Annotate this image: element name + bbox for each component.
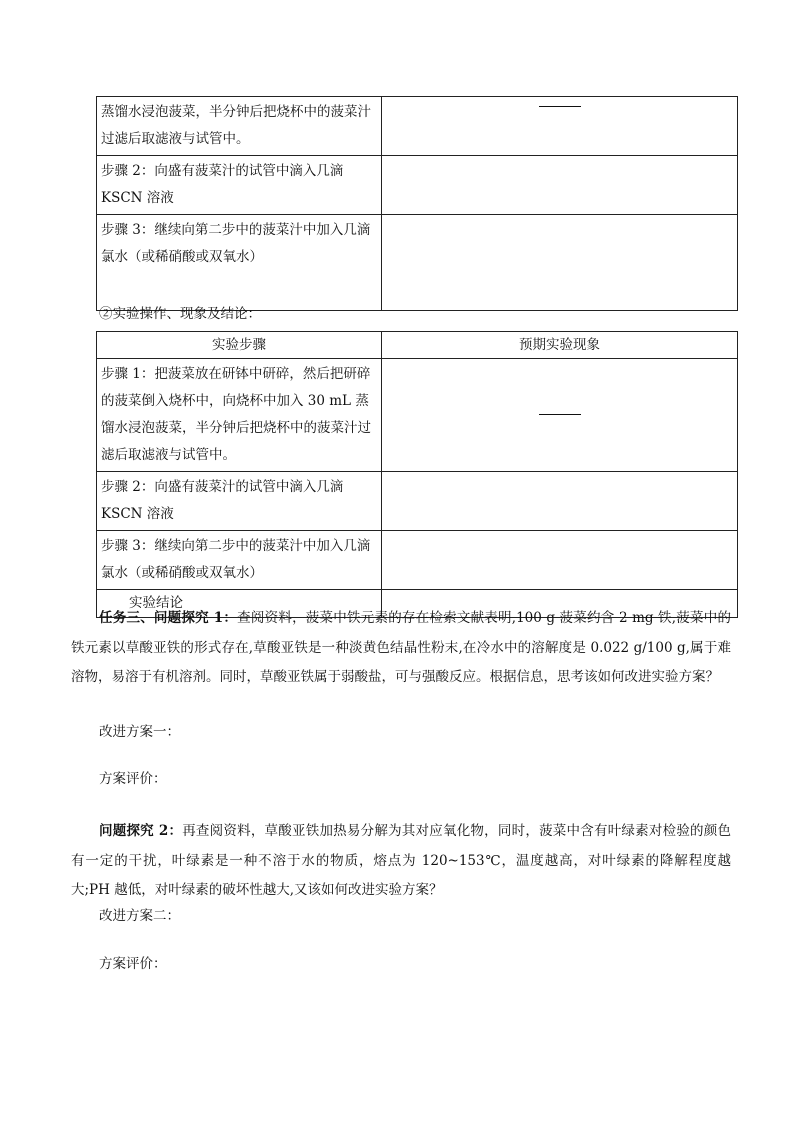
step-cell: 步骤 1：把菠菜放在研钵中研碎，然后把研碎的菠菜倒入烧杯中，向烧杯中加入 30 mL 蒸馏水浸泡菠菜，半分钟后把烧杯中的菠菜汁过滤后取滤液与试管中。 bbox=[97, 359, 382, 472]
q2-body: 再查阅资料，草酸亚铁加热易分解为其对应氧化物，同时，菠菜中含有叶绿素对检验的颜色有一定的干扰，叶绿素是一种不溶于水的物质，熔点为 120~153℃，温度越高，对叶绿素的降解程度越大;PH 越低，对叶绿素的破坏性越大,又该如何改进实验方案？ bbox=[71, 823, 732, 898]
result-cell bbox=[382, 97, 738, 156]
section-label: ②实验操作、现象及结论： bbox=[99, 306, 261, 322]
task3-paragraph bbox=[71, 604, 731, 693]
result-cell bbox=[382, 156, 738, 215]
result-cell bbox=[382, 359, 738, 472]
step-cell: 步骤 2：向盛有菠菜汁的试管中滴入几滴 KSCN 溶液 bbox=[97, 156, 382, 215]
task3-body: 查阅资料，菠菜中铁元素的存在检索文献表明,100 g 菠菜约含 2 mg 铁,菠菜中的铁元素以草酸亚铁的形式存在,草酸亚铁是一种淡黄色结晶性粉末,在冷水中的溶解度是 0.022 g/100 g,属于难溶物，易溶于有机溶剂。同时，草酸亚铁属于弱酸盐，可与强酸反应。根据信息，思考该如何改进实验方案？ bbox=[71, 610, 731, 685]
dash-mark bbox=[539, 414, 581, 415]
q2-title: 问题探究 2： bbox=[99, 823, 183, 839]
step-cell: 步骤 2：向盛有菠菜汁的试管中滴入几滴 KSCN 溶液 bbox=[97, 472, 382, 531]
table-row bbox=[97, 472, 738, 531]
plan2-label: 改进方案二： bbox=[99, 908, 180, 924]
table-header-row bbox=[97, 332, 738, 359]
experiment-table-2 bbox=[96, 331, 738, 618]
table-row bbox=[97, 359, 738, 472]
table-row bbox=[97, 156, 738, 215]
result-cell bbox=[382, 472, 738, 531]
conclusion-label: 实验结论 bbox=[97, 590, 382, 618]
column-header: 预期实验现象 bbox=[382, 332, 738, 359]
table-row bbox=[97, 97, 738, 156]
eval2-label: 方案评价： bbox=[99, 956, 167, 972]
experiment-table-1 bbox=[96, 96, 738, 311]
step-cell: 步骤 3：继续向第二步中的菠菜汁中加入几滴氯水（或稀硝酸或双氧水） bbox=[97, 531, 382, 590]
column-header: 实验步骤 bbox=[97, 332, 382, 359]
dash-mark bbox=[539, 106, 581, 107]
eval1-label: 方案评价： bbox=[99, 771, 167, 787]
step-cell: 蒸馏水浸泡菠菜，半分钟后把烧杯中的菠菜汁过滤后取滤液与试管中。 bbox=[97, 97, 382, 156]
task3-title: 任务三、问题探究 1： bbox=[99, 610, 238, 626]
result-cell bbox=[382, 215, 738, 311]
step-cell: 步骤 3：继续向第二步中的菠菜汁中加入几滴氯水（或稀硝酸或双氧水） bbox=[97, 215, 382, 311]
table-row bbox=[97, 531, 738, 590]
q2-paragraph bbox=[71, 817, 731, 906]
plan1-label: 改进方案一： bbox=[99, 724, 180, 740]
result-cell bbox=[382, 531, 738, 590]
table-row bbox=[97, 215, 738, 311]
